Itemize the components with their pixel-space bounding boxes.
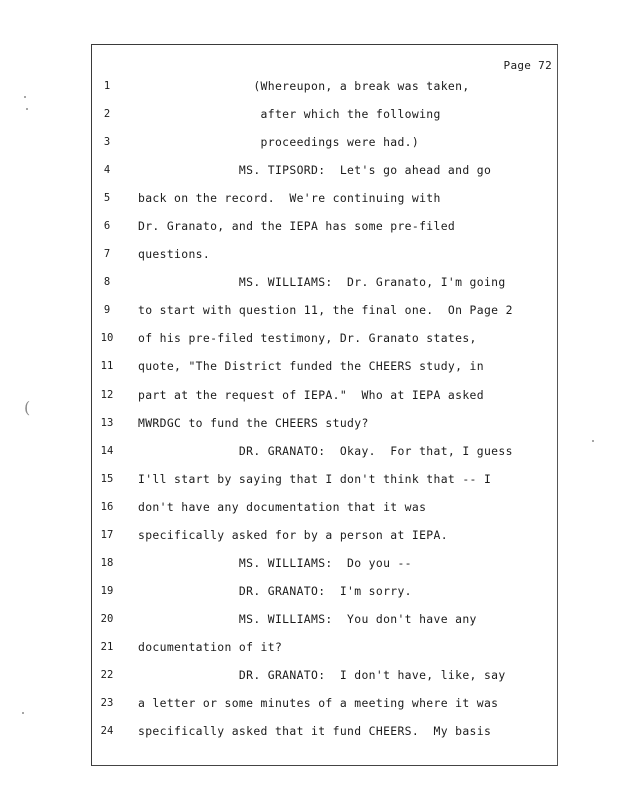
- line-number: 23: [100, 697, 114, 710]
- line-text: MS. TIPSORD: Let's go ahead and go: [138, 163, 492, 178]
- line-number: 3: [103, 136, 111, 149]
- transcript-line: [0, 689, 618, 717]
- transcript-line: [0, 577, 618, 605]
- transcript-line: [0, 72, 618, 100]
- transcript-line: [0, 381, 618, 409]
- line-text: questions.: [138, 247, 211, 262]
- transcript-line: [0, 605, 618, 633]
- line-number: 22: [100, 668, 114, 681]
- line-number: 12: [100, 388, 114, 401]
- line-text: part at the request of IEPA." Who at IEPA asked: [138, 387, 484, 402]
- scan-speck: [22, 712, 24, 714]
- line-number: 18: [100, 556, 114, 569]
- line-number: 13: [100, 416, 114, 429]
- line-number: 24: [100, 725, 114, 738]
- transcript-line: [0, 100, 618, 128]
- line-text: DR. GRANATO: I don't have, like, say: [138, 667, 506, 682]
- transcript-line: [0, 296, 618, 324]
- line-number: 20: [100, 612, 114, 625]
- line-text: specifically asked for by a person at IEPA.: [138, 527, 448, 542]
- line-number: 6: [103, 220, 111, 233]
- scan-speck: [24, 96, 26, 98]
- scan-speck: [592, 440, 594, 442]
- transcript-line: [0, 437, 618, 465]
- transcript-line: [0, 549, 618, 577]
- line-number: 8: [103, 276, 111, 289]
- line-number: 21: [100, 640, 114, 653]
- transcript-line: [0, 128, 618, 156]
- line-text: quote, "The District funded the CHEERS study, in: [138, 359, 484, 374]
- line-text: of his pre-filed testimony, Dr. Granato states,: [138, 331, 477, 346]
- line-text: specifically asked that it fund CHEERS. My basis: [138, 724, 492, 739]
- transcript-line: [0, 661, 618, 689]
- line-text: proceedings were had.): [138, 135, 420, 150]
- transcript-line: [0, 633, 618, 661]
- line-number: 14: [100, 444, 114, 457]
- line-number: 1: [103, 80, 111, 92]
- line-number: 4: [103, 164, 111, 177]
- line-text: back on the record. We're continuing with: [138, 191, 441, 206]
- line-number: 16: [100, 500, 114, 513]
- transcript-line: [0, 268, 618, 296]
- line-text: after which the following: [138, 107, 441, 122]
- line-number: 10: [100, 332, 114, 345]
- line-number: 11: [100, 360, 114, 373]
- line-text: I'll start by saying that I don't think that -- I: [138, 471, 492, 486]
- line-text: a letter or some minutes of a meeting where it was: [138, 696, 499, 711]
- line-number: 5: [103, 192, 111, 205]
- transcript-line: [0, 156, 618, 184]
- line-text: Dr. Granato, and the IEPA has some pre-filed: [138, 219, 456, 234]
- line-text: don't have any documentation that it was: [138, 499, 427, 514]
- transcript-line: [0, 521, 618, 549]
- transcript-line: [0, 352, 618, 380]
- line-text: documentation of it?: [138, 639, 283, 654]
- transcript-line: [0, 184, 618, 212]
- scan-bracket-mark: (: [24, 398, 31, 417]
- transcript-line: [0, 240, 618, 268]
- line-number: 7: [103, 248, 111, 261]
- transcript-line: [0, 717, 618, 745]
- line-text: MS. WILLIAMS: You don't have any: [138, 611, 477, 626]
- line-text: (Whereupon, a break was taken,: [138, 79, 470, 93]
- line-number: 17: [100, 528, 114, 541]
- line-text: DR. GRANATO: I'm sorry.: [138, 583, 412, 598]
- page-number: Page 72: [503, 59, 552, 72]
- transcript-line: [0, 212, 618, 240]
- transcript-line: [0, 465, 618, 493]
- line-number: 15: [100, 472, 114, 485]
- transcript-body: [0, 72, 618, 745]
- scan-speck: [26, 108, 28, 110]
- line-text: DR. GRANATO: Okay. For that, I guess: [138, 443, 513, 458]
- line-text: MS. WILLIAMS: Do you --: [138, 555, 412, 570]
- transcript-line: [0, 493, 618, 521]
- line-text: MWRDGC to fund the CHEERS study?: [138, 415, 369, 430]
- line-number: 2: [103, 108, 111, 121]
- transcript-line: [0, 324, 618, 352]
- line-text: to start with question 11, the final one. On Page 2: [138, 303, 513, 318]
- line-number: 19: [100, 584, 114, 597]
- transcript-line: [0, 409, 618, 437]
- line-text: MS. WILLIAMS: Dr. Granato, I'm going: [138, 275, 506, 290]
- line-number: 9: [103, 304, 111, 317]
